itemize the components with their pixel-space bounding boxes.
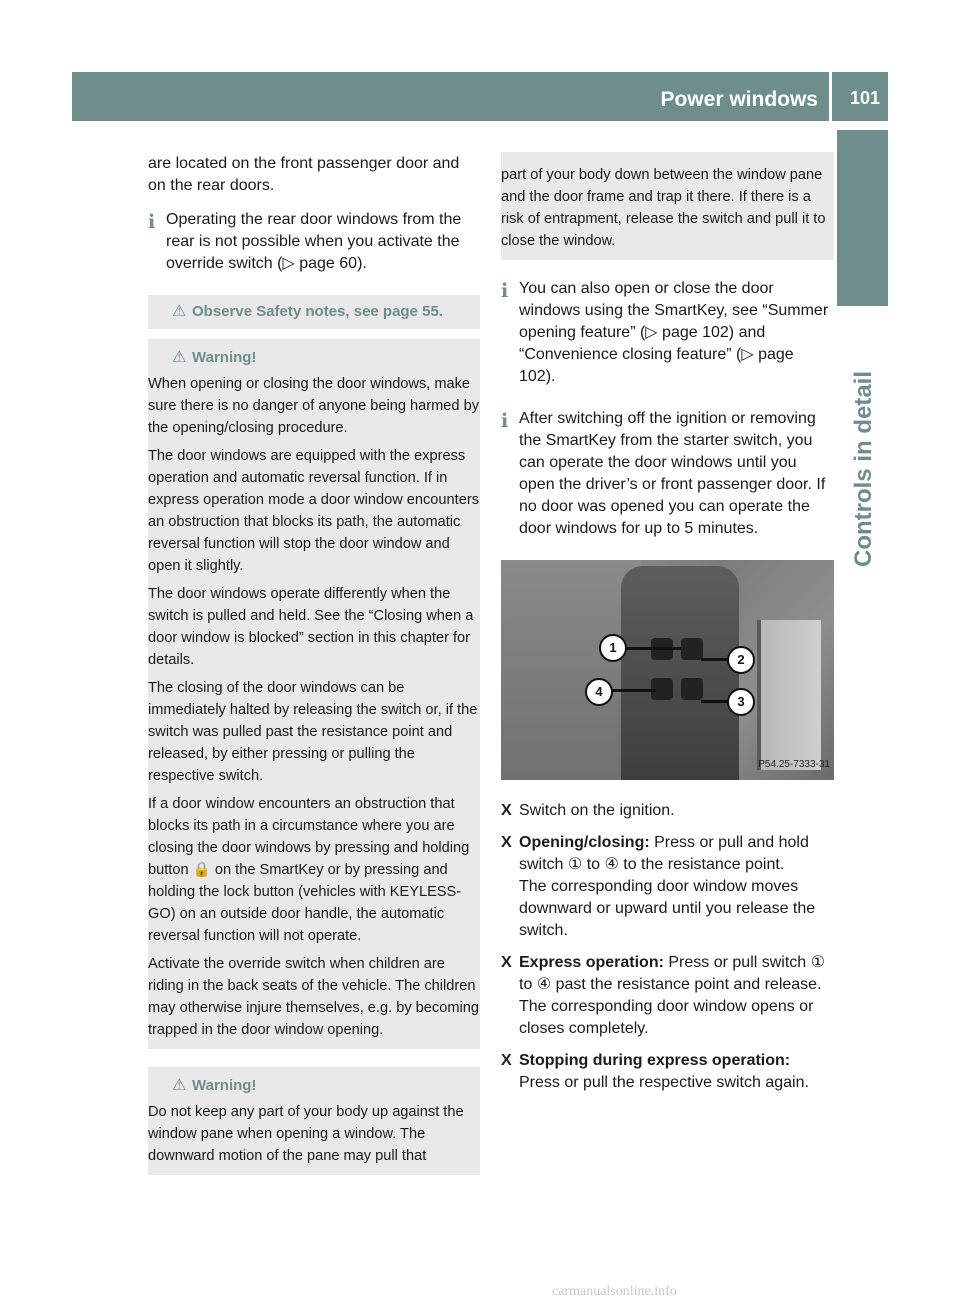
header-divider xyxy=(829,72,832,121)
side-tab-label: Controls in detail xyxy=(850,370,877,567)
step-text: Switch on the ignition. xyxy=(519,802,675,819)
door-switch-photo xyxy=(501,560,834,780)
warning-heading xyxy=(148,1075,480,1097)
warning-body xyxy=(148,373,480,1041)
callout-1: 1 xyxy=(599,634,627,662)
warning-paragraph: When opening or closing the door windows, make sure there is no danger of anyone being harmed by the opening/closing procedure. xyxy=(148,376,480,436)
step-item xyxy=(501,1050,834,1094)
warning-body xyxy=(148,1101,480,1167)
info-note xyxy=(148,209,480,275)
callout-2: 2 xyxy=(727,646,755,674)
info-icon: i xyxy=(501,280,509,302)
step-bold: Opening/closing: xyxy=(519,834,650,851)
warning-triangle-icon: ⚠ xyxy=(172,349,187,366)
warning-triangle-icon: ⚠ xyxy=(172,303,187,320)
step-text: Press or pull and hold switch ① to ④ to the resistance point. xyxy=(519,834,809,873)
page-number: 101 xyxy=(849,88,880,108)
warning-paragraph: Activate the override switch when children are riding in the back seats of the vehicle. The children may otherwise injure themselves, e.g. by becoming trapped in the door window opening. xyxy=(148,956,479,1038)
warning-paragraph: The door windows operate differently when the switch is pulled and held. See the “Closing when a door window is blocked” section in this chapter for details. xyxy=(148,586,474,668)
info-icon: i xyxy=(148,211,156,233)
door-panel xyxy=(501,560,641,780)
observe-heading xyxy=(148,301,480,323)
warning-continued-box xyxy=(501,152,834,260)
step-item xyxy=(501,800,834,822)
warning-heading xyxy=(148,347,480,369)
callout-4: 4 xyxy=(585,678,613,706)
callout-3: 3 xyxy=(727,688,755,716)
step-sub: The corresponding door window moves downward or upward until you release the switch. xyxy=(519,878,816,939)
window-switch xyxy=(681,638,703,660)
section-title: Power windows xyxy=(660,88,818,111)
info-note-text: You can also open or close the door windows using the SmartKey, see “Summer opening feature” (▷ page 102) and “Convenience closing feature” (▷ page 102). xyxy=(519,280,829,385)
side-tab-block xyxy=(837,130,888,306)
switch-panel xyxy=(621,566,739,780)
observe-text: Observe Safety notes, see page 55. xyxy=(192,303,443,320)
step-item xyxy=(501,952,834,1040)
warning-triangle-icon: ⚠ xyxy=(172,1077,187,1094)
warning-title: Warning! xyxy=(192,1077,257,1094)
right-column xyxy=(501,152,834,1104)
figure-code: P54.25-7333-31 xyxy=(758,759,830,770)
callout-line xyxy=(606,689,656,692)
footer-watermark: carmanualsonline.info xyxy=(552,1284,677,1299)
step-text: Press or pull the respective switch again. xyxy=(519,1074,809,1091)
info-note xyxy=(501,408,834,540)
info-icon: i xyxy=(501,410,509,432)
info-note xyxy=(501,278,834,388)
left-column xyxy=(148,153,480,1193)
info-note-text: After switching off the ignition or removing the SmartKey from the starter switch, you can operate the door windows until you open the driver’s or front passenger door. If no door was opened you can operate the door windows for up to 5 minutes. xyxy=(519,410,826,537)
warning-box xyxy=(148,339,480,1049)
warning-paragraph: The closing of the door windows can be immediately halted by releasing the switch or, if the switch was pulled past the resistance point and released, by either pressing or pulling the respective switch. xyxy=(148,680,478,784)
warning-body xyxy=(501,164,834,252)
callout-line xyxy=(621,647,681,650)
step-arrow-icon: X xyxy=(501,1052,512,1069)
intro-text: are located on the front passenger door and on the rear doors. xyxy=(148,155,460,194)
step-arrow-icon: X xyxy=(501,834,512,851)
info-note-text: Operating the rear door windows from the rear is not possible when you activate the override switch (▷ page 60). xyxy=(166,211,462,272)
warning-box-2 xyxy=(148,1067,480,1175)
step-sub: The corresponding door window opens or closes completely. xyxy=(519,998,814,1037)
observe-box xyxy=(148,295,480,329)
door-frame xyxy=(757,620,821,770)
warning-paragraph: part of your body down between the window pane and the door frame and trap it there. If there is a risk of entrapment, release the switch and pull it to close the window. xyxy=(501,167,826,249)
warning-paragraph: The door windows are equipped with the express operation and automatic reversal function. If in express operation mode a door window encounters an obstruction that blocks its path, the automatic reversal function will stop the door window and open it slightly. xyxy=(148,448,479,574)
window-switch xyxy=(681,678,703,700)
step-text: Press or pull switch ① to ④ past the resistance point and release. xyxy=(519,954,825,993)
warning-paragraph: Do not keep any part of your body up against the window pane when opening a window. The downward motion of the pane may pull that xyxy=(148,1104,464,1164)
step-item xyxy=(501,832,834,942)
step-arrow-icon: X xyxy=(501,954,512,971)
warning-paragraph: If a door window encounters an obstruction that blocks its path in a circumstance where you are closing the door windows by pressing and holding button 🔒 on the SmartKey or by pressing and holding the lock button (vehicles with KEYLESS-GO) on an outside door handle, the automatic reversal function will not operate. xyxy=(148,796,470,944)
step-arrow-icon: X xyxy=(501,802,512,819)
header-bar xyxy=(72,72,888,121)
step-bold: Stopping during express operation: xyxy=(519,1052,791,1069)
step-bold: Express operation: xyxy=(519,954,664,971)
warning-title: Warning! xyxy=(192,349,257,366)
